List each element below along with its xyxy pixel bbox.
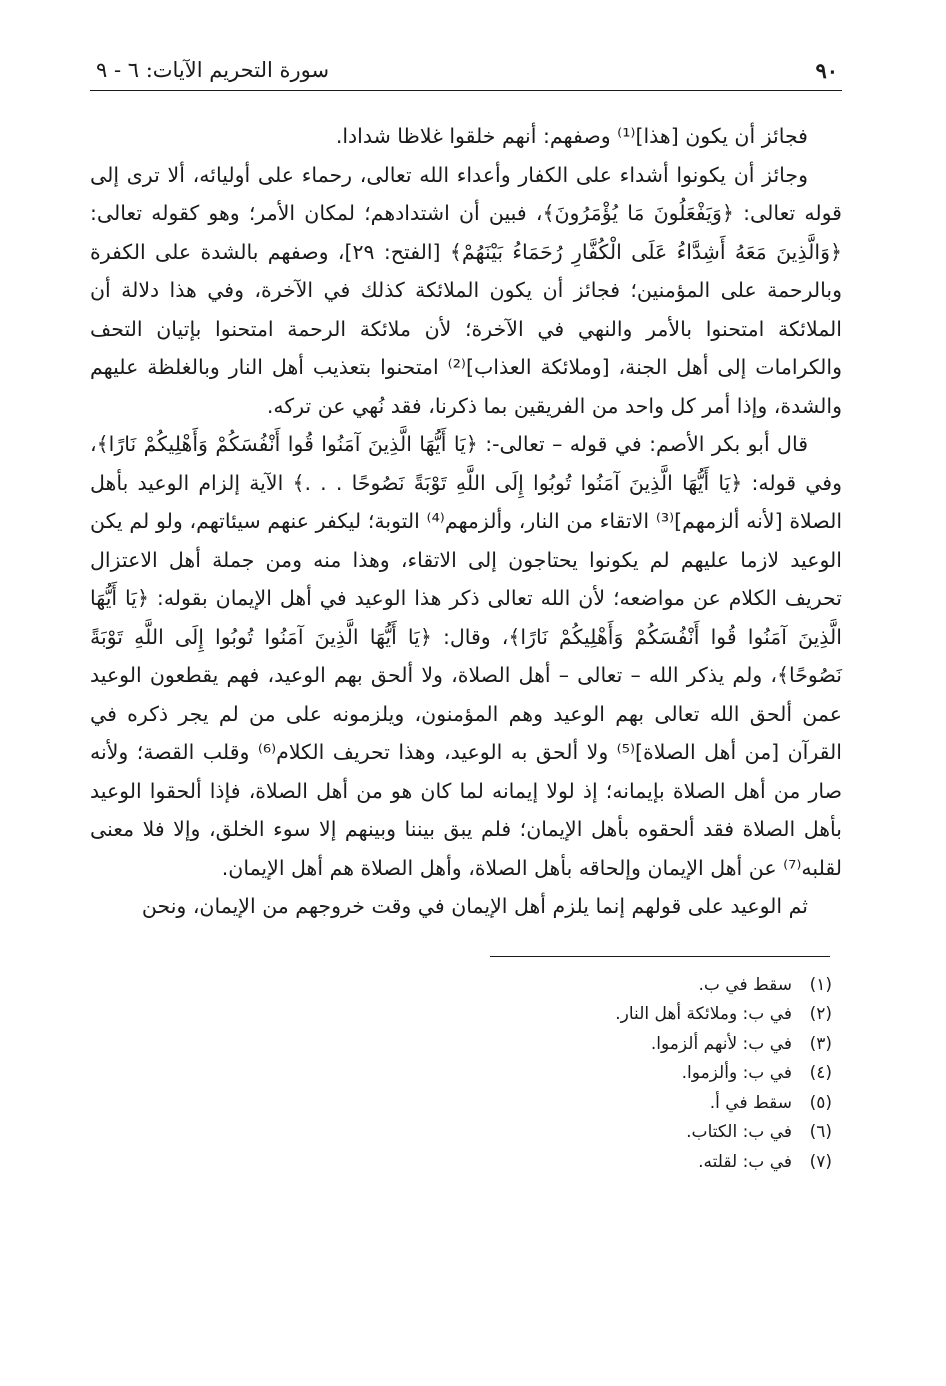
running-title: سورة التحريم الآيات: ٦ - ٩	[96, 58, 330, 82]
paragraph: قال أبو بكر الأصم: في قوله – تعالى-: ﴿يَا أَيُّهَا الَّذِينَ آمَنُوا قُوا أَنْفُسَكُمْ وَأَهْلِيكُمْ نَارًا﴾، وفي قوله: ﴿يَا أَيُّهَا الَّذِينَ آمَنُوا تُوبُوا إِلَى اللَّهِ تَوْبَةً نَصُوحًا . . .﴾ الآية إلزام الوعيد بأهل الصلاة [لأنه ألزمهم]⁽³⁾ الاتقاء من النار، وألزمهم⁽⁴⁾ التوبة؛ ليكفر عنهم سيئاتهم، ولو لم يكن الوعيد لازما عليهم لم يكونوا يحتاجون إلى الاتقاء، وهذا منه ومن جملة أهل الاعتزال تحريف الكلام عن مواضعه؛ لأن الله تعالى ذكر هذا الوعيد في أهل الإيمان بقوله: ﴿يَا أَيُّهَا الَّذِينَ آمَنُوا قُوا أَنْفُسَكُمْ وَأَهْلِيكُمْ نَارًا﴾، وقال: ﴿يَا أَيُّهَا الَّذِينَ آمَنُوا تُوبُوا إِلَى اللَّهِ تَوْبَةً نَصُوحًا﴾، ولم يذكر الله – تعالى – أهل الصلاة، ولا ألحق بهم الوعيد، فهم يقطعون الوعيد عمن ألحق الله تعالى بهم الوعيد وهم المؤمنون، ويلزمونه على من لم يجر ذكره في القرآن [من أهل الصلاة]⁽⁵⁾ ولا ألحق به الوعيد، وهذا تحريف الكلام⁽⁶⁾ وقلب القصة؛ ولأنه صار من أهل الصلاة بإيمانه؛ إذ لولا إيمانه لما كان هو من أهل الصلاة، فإذا ألحقوا الوعيد بأهل الصلاة فقد ألحقوه بأهل الإيمان؛ فلم يبق بيننا وبينهم إلا سوء الخلق، وإلا فلا معنى لقلبه⁽⁷⁾ عن أهل الإيمان وإلحاقه بأهل الصلاة، وأهل الصلاة هم أهل الإيمان.	[90, 432, 843, 880]
footnote-number: (٣)	[809, 1033, 832, 1054]
footnote-text: في ب: الكتاب.	[686, 1122, 792, 1142]
footnote-text: في ب: وملائكة أهل النار.	[615, 1004, 792, 1024]
footnote	[90, 1089, 832, 1119]
footnote-text: في ب: لقلته.	[698, 1151, 792, 1172]
footnote-text: سقط في أ.	[709, 1092, 792, 1113]
footnote-separator-wrap	[90, 926, 842, 957]
footnotes	[90, 971, 842, 1178]
page-number: ٩٠	[815, 58, 838, 83]
footnote-number: (٧)	[809, 1151, 832, 1172]
footnote	[90, 1030, 832, 1060]
footnote	[90, 1059, 832, 1089]
book-page	[90, 50, 842, 1177]
footnote-number: (٥)	[809, 1092, 832, 1113]
footnote-separator	[490, 956, 830, 957]
footnote-text: في ب: وألزموا.	[681, 1063, 792, 1083]
footnote	[90, 1000, 832, 1030]
footnote	[90, 1118, 832, 1148]
paragraph: فجائز أن يكون [هذا]⁽¹⁾ وصفهم: أنهم خلقوا غلاظا شدادا.	[335, 124, 808, 148]
footnote-number: (٤)	[809, 1063, 832, 1083]
paragraph: وجائز أن يكونوا أشداء على الكفار وأعداء الله تعالى، رحماء على أوليائه، ألا ترى إلى قوله تعالى: ﴿وَيَفْعَلُونَ مَا يُؤْمَرُونَ﴾، فبين أن اشتدادهم؛ لمكان الأمر؛ وهو كقوله تعالى: ﴿وَالَّذِينَ مَعَهُ أَشِدَّاءُ عَلَى الْكُفَّارِ رُحَمَاءُ بَيْنَهُمْ﴾ [الفتح: ٢٩]، وصفهم بالشدة على الكفرة وبالرحمة على المؤمنين؛ فجائز أن يكون الملائكة كذلك في الآخرة، وفي هذا دلالة أن الملائكة امتحنوا بالأمر والنهي في الآخرة؛ لأن ملائكة الرحمة امتحنوا بإتيان التحف والكرامات إلى أهل الجنة، [وملائكة العذاب]⁽²⁾ امتحنوا بتعذيب أهل النار وبالغلظة عليهم والشدة، وإذا أمر كل واحد من الفريقين بما ذكرنا، فقد نُهي عن تركه.	[90, 162, 842, 418]
footnote-text: في ب: لأنهم ألزموا.	[650, 1033, 792, 1054]
footnote-number: (٢)	[809, 1004, 832, 1024]
footnote-number: (٦)	[809, 1122, 832, 1142]
main-text	[90, 117, 842, 926]
footnote-number: (١)	[809, 974, 832, 995]
footnote	[90, 971, 832, 1001]
page-header	[90, 50, 842, 91]
footnote	[90, 1148, 832, 1178]
footnote-text: سقط في ب.	[698, 974, 792, 995]
paragraph: ثم الوعيد على قولهم إنما يلزم أهل الإيمان في وقت خروجهم من الإيمان، ونحن	[141, 894, 808, 918]
